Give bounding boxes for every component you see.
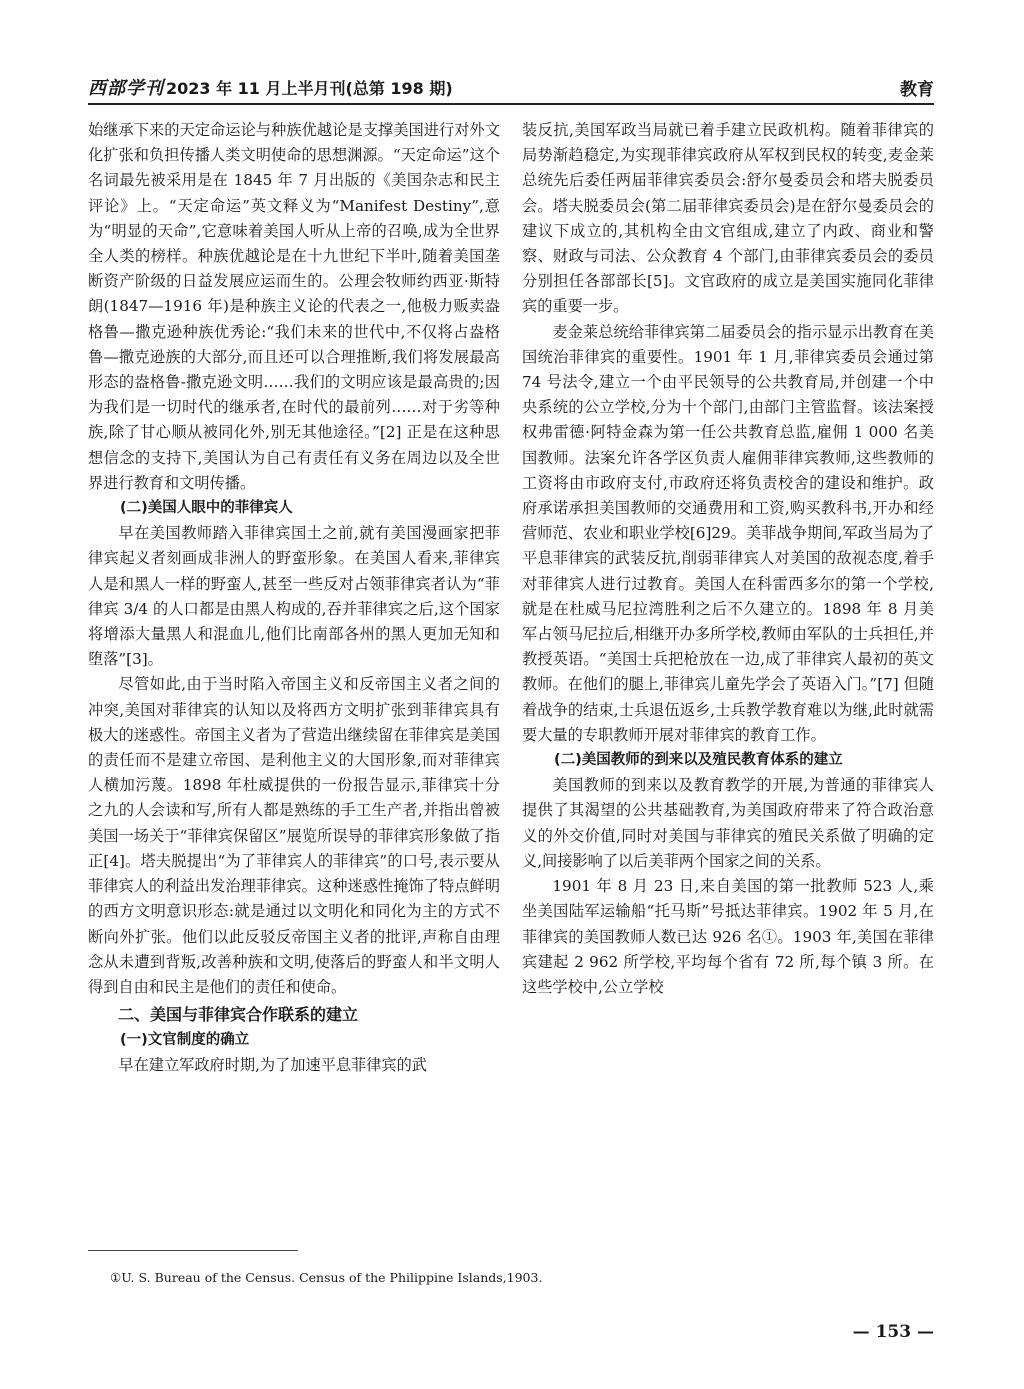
section-label: 教育 [900, 80, 934, 100]
left-column [88, 118, 500, 1079]
paragraph: 早在建立军政府时期,为了加速平息菲律宾的武 [118, 1056, 427, 1075]
page-number: — 153 — [852, 1322, 934, 1342]
paragraph: 装反抗,美国军政当局就已着手建立民政机构。随着菲律宾的局势渐趋稳定,为实现菲律宾政府从军权到民权的转变,麦金莱总统先后委任两届菲律宾委员会:舒尔曼委员会和塔夫脱委员会。塔夫脱委员会(第二届菲律宾委员会)是在舒尔曼委员会的建议下成立的,其机构全由文官组成,建立了内政、商业和警察、财政与司法、公众教育 4 个部门,由菲律宾委员会的委员分别担任各部部长[5]。文官政府的成立是美国实施同化菲律宾的重要一步。 [522, 121, 934, 316]
subsection-heading: (一)文官制度的确立 [120, 1032, 250, 1049]
paragraph: 美国教师的到来以及教育教学的开展,为普通的菲律宾人提供了其渴望的公共基础教育,为美国政府带来了符合政治意义的外交价值,同时对美国与菲律宾的殖民关系做了明确的定义,间接影响了以后美菲两个国家之间的关系。 [522, 776, 934, 870]
journal-logo: 西部学刊 [88, 78, 164, 99]
footnote-rule [88, 1250, 298, 1251]
right-column [522, 118, 934, 1000]
paragraph: 始继承下来的天定命运论与种族优越论是支撑美国进行对外文化扩张和负担传播人类文明使命的思想渊源。“天定命运”这个名词最先被采用是在 1845 年 7 月出版的《美国杂志和民主评论》上。“天定命运”英文释义为“Manifest Destiny”,意为“明显的天命”,它意味着美国人听从上帝的召唤,成为全世界全人类的榜样。种族优越论是在十九世纪下半叶,随着美国垄断资产阶级的日益发展应运而生的。公理会牧师约西亚·斯特朗(1847—1916 年)是种族主义论的代表之一,他极力贩卖盎格鲁—撒克逊种族优秀论:“我们未来的世代中,不仅将占盎格鲁—撒克逊族的大部分,而且还可以合理推断,我们将发展最高形态的盎格鲁-撒克逊文明……我们的文明应该是最高贵的;因为我们是一切时代的继承者,在时代的最前列……对于劣等种族,除了甘心顺从被同化外,别无其他途径。”[2] 正是在这种思想信念的支持下,美国认为自己有责任有义务在周边以及全世界进行教育和文明传播。 [88, 121, 500, 492]
footnote: ①U. S. Bureau of the Census. Census of the Philippine Islands,1903. [110, 1270, 543, 1285]
page-header [88, 66, 934, 100]
paragraph: 麦金莱总统给菲律宾第二届委员会的指示显示出教育在美国统治菲律宾的重要性。1901 年 1 月,菲律宾委员会通过第 74 号法令,建立一个由平民领导的公共教育局,并创建一个中央系统的公立学校,分为十个部门,由部门主管监督。该法案授权弗雷德·阿特金森为第一任公共教育总监,雇佣 1 000 名美国教师。法案允许各学区负责人雇佣菲律宾教师,这些教师的工资将由市政府支付,市政府还将负责校舍的建设和维护。政府承诺承担美国教师的交通费用和工资,购买教科书,开办和经营师范、农业和职业学校[6]29。美菲战争期间,军政当局为了平息菲律宾的武装反抗,削弱菲律宾人对美国的敌视态度,着手对菲律宾人进行过教育。美国人在科雷西多尔的第一个学校,就是在杜威马尼拉湾胜利之后不久建立的。1898 年 8 月美军占领马尼拉后,相继开办多所学校,教师由军队的士兵担任,并教授英语。“美国士兵把枪放在一边,成了菲律宾人最初的英文教师。在他们的腿上,菲律宾儿童先学会了英语入门。”[7] 但随着战争的结束,士兵退伍返乡,士兵教学教育难以为继,此时就需要大量的专职教师开展对菲律宾的教育工作。 [522, 322, 934, 744]
header-left [88, 74, 453, 100]
paragraph: 尽管如此,由于当时陷入帝国主义和反帝国主义者之间的冲突,美国对菲律宾的认知以及将西方文明扩张到菲律宾具有极大的迷惑性。帝国主义者为了营造出继续留在菲律宾是美国的责任而不是建立帝国、是利他主义的大国形象,而对菲律宾人横加污蔑。1898 年杜威提供的一份报告显示,菲律宾十分之九的人会读和写,所有人都是熟练的手工生产者,并指出曾被美国一场关于“菲律宾保留区”展览所误导的菲律宾形象做了指正[4]。塔夫脱提出“为了菲律宾人的菲律宾”的口号,表示要从菲律宾人的利益出发治理菲律宾。这种迷惑性掩饰了特点鲜明的西方文明意识形态:就是通过以文明化和同化为主的方式不断向外扩张。他们以此反驳反帝国主义者的批评,声称自由理念从未遭到背叛,改善种族和文明,使落后的野蛮人和半文明人得到自由和民主是他们的责任和使命。 [88, 675, 500, 996]
subsection-heading: (二)美国人眼中的菲律宾人 [120, 500, 293, 517]
section-heading: 二、美国与菲律宾合作联系的建立 [118, 1005, 359, 1025]
header-rule [88, 103, 934, 105]
subsection-heading: (二)美国教师的到来以及殖民教育体系的建立 [554, 752, 843, 769]
issue-label: 2023 年 11 月上半月刊(总第 198 期) [166, 79, 453, 98]
paragraph: 早在美国教师踏入菲律宾国土之前,就有美国漫画家把菲律宾起义者刻画成非洲人的野蛮形象。在美国人看来,菲律宾人是和黑人一样的野蛮人,甚至一些反对占领菲律宾者认为“菲律宾 3/4 的人口都是由黑人构成的,吞并菲律宾之后,这个国家将增添大量黑人和混血儿,他们比南部各州的黑人更加无知和堕落”[3]。 [88, 524, 500, 669]
paragraph: 1901 年 8 月 23 日,来自美国的第一批教师 523 人,乘坐美国陆军运输船“托马斯”号抵达菲律宾。1902 年 5 月,在菲律宾的美国教师人数已达 926 名①。1903 年,美国在菲律宾建起 2 962 所学校,平均每个省有 72 所,每个镇 3 所。在这些学校中,公立学校 [522, 877, 934, 996]
